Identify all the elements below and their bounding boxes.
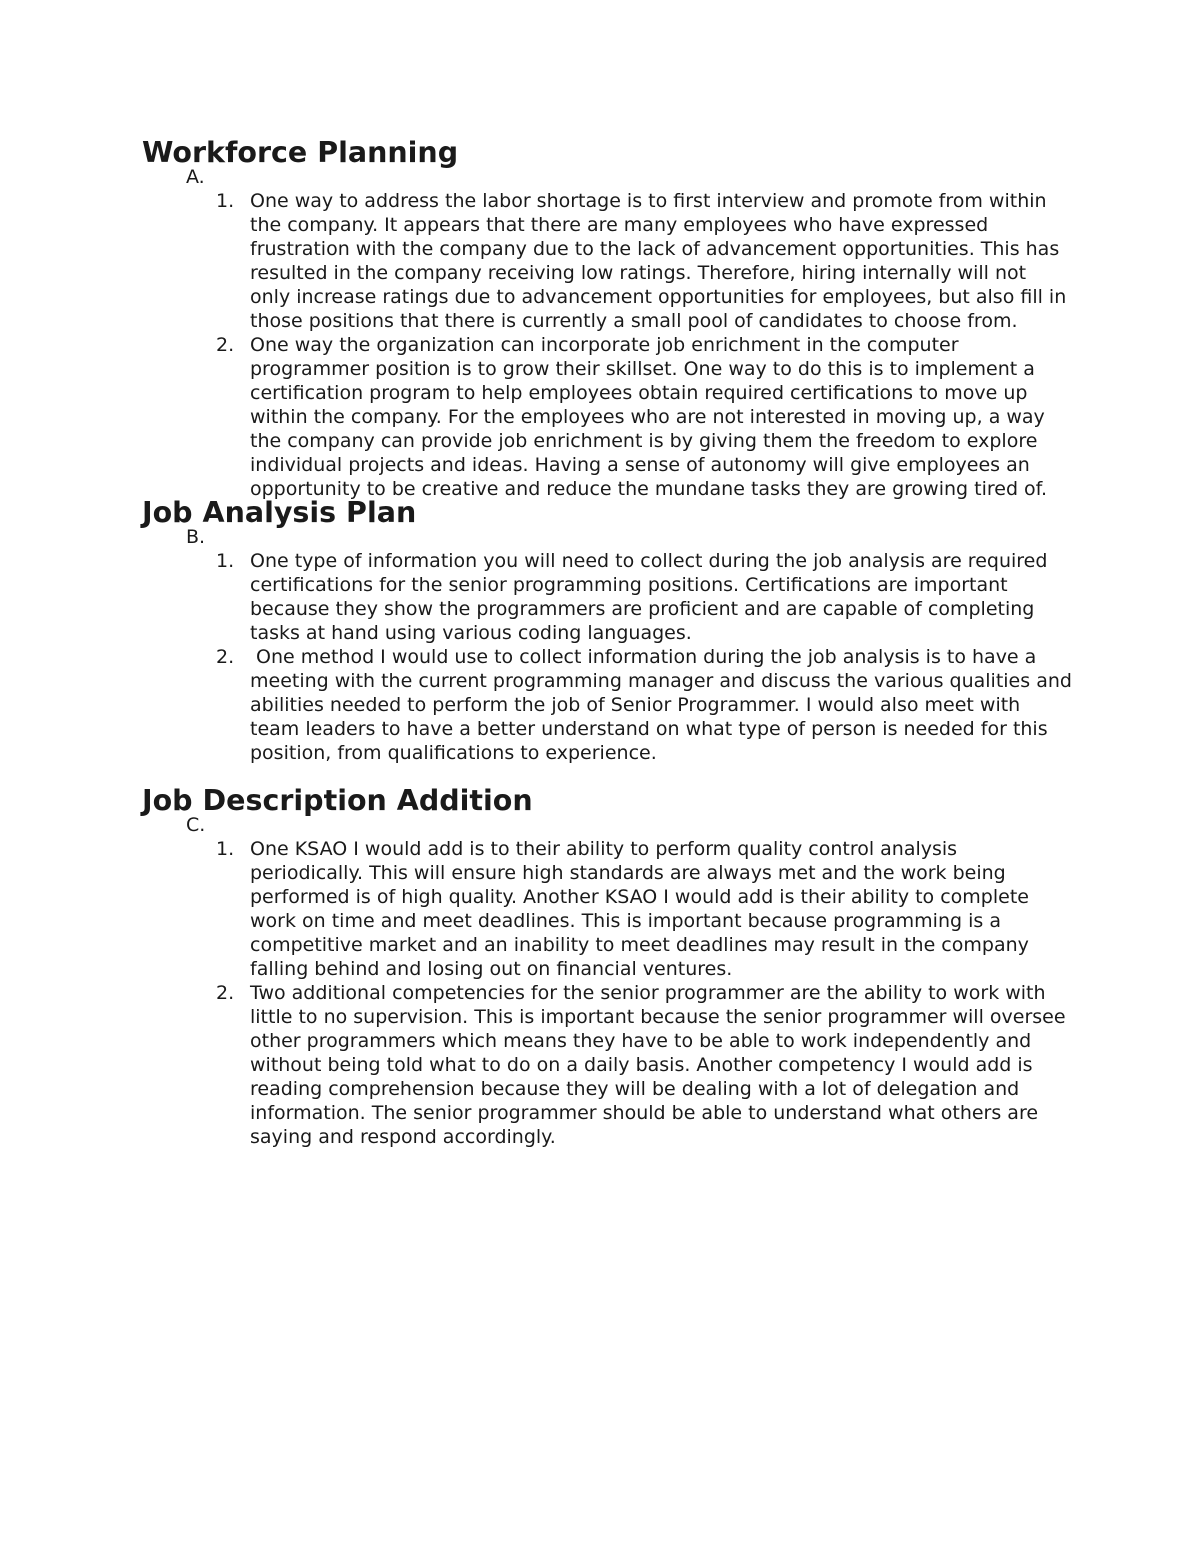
list-item <box>142 645 1078 765</box>
list-item-text: Two additional competencies for the senior programmer are the ability to work with little to no supervision. This is important because the senior programmer will oversee other programmers which means they have to be able to work independently and without being told what to do on a daily basis. Another competency I would add is reading comprehension because they will be dealing with a lot of delegation and information. The senior programmer should be able to understand what others are saying and respond accordingly. <box>250 982 1066 1148</box>
section-letter-c: C. <box>186 814 206 836</box>
list-item-text: One method I would use to collect information during the job analysis is to have a meeting with the current programming manager and discuss the various qualities and abilities needed to perform the job of Senior Programmer. I would also meet with team leaders to have a better understand on what type of person is needed for this position, from qualifications to experience. <box>250 646 1078 764</box>
list-item-number: 1. <box>216 838 235 860</box>
list-item-number: 1. <box>216 190 235 212</box>
list-item-text: One KSAO I would add is to their ability to perform quality control analysis periodically. This will ensure high standards are always met and the work being performed is of high quality. Another KSAO I would add is their ability to complete work on time and meet deadlines. This is important because programming is a competitive market and an inability to meet deadlines may result in the company falling behind and losing out on financial ventures. <box>250 838 1029 980</box>
job-analysis-list <box>142 549 1078 765</box>
section-letter-a: A. <box>186 166 205 188</box>
job-description-list <box>142 837 1072 1149</box>
list-item-number: 2. <box>216 646 235 668</box>
list-item-number: 1. <box>216 550 235 572</box>
workforce-planning-list <box>142 189 1072 501</box>
list-item-text: One way the organization can incorporate job enrichment in the computer programmer position is to grow their skillset. One way to do this is to implement a certification program to help employees obtain required certifications to move up within the company. For the employees who are not interested in moving up, a way the company can provide job enrichment is by giving them the freedom to explore individual projects and ideas. Having a sense of autonomy will give employees an opportunity to be creative and reduce the mundane tasks they are growing tired of. <box>250 334 1048 500</box>
list-item <box>142 981 1072 1149</box>
list-item <box>142 837 1072 981</box>
section-heading-job-description-addition: Job Description Addition <box>142 784 533 817</box>
list-item-number: 2. <box>216 982 235 1004</box>
list-item <box>142 549 1072 645</box>
section-letter-b: B. <box>186 526 206 548</box>
document-page <box>142 136 1078 1149</box>
section-heading-job-analysis-plan: Job Analysis Plan <box>142 496 417 529</box>
list-item <box>142 333 1072 501</box>
list-item-text: One way to address the labor shortage is to first interview and promote from within the company. It appears that there are many employees who have expressed frustration with the company due to the lack of advancement opportunities. This has resulted in the company receiving low ratings. Therefore, hiring internally will not only increase ratings due to advancement opportunities for employees, but also fill in those positions that there is currently a small pool of candidates to choose from. <box>250 190 1067 332</box>
list-item <box>142 189 1072 333</box>
section-heading-workforce-planning: Workforce Planning <box>142 136 459 169</box>
list-item-number: 2. <box>216 334 235 356</box>
list-item-text: One type of information you will need to collect during the job analysis are required certifications for the senior programming positions. Certifications are important because they show the programmers are proficient and are capable of completing tasks at hand using various coding languages. <box>250 550 1048 644</box>
